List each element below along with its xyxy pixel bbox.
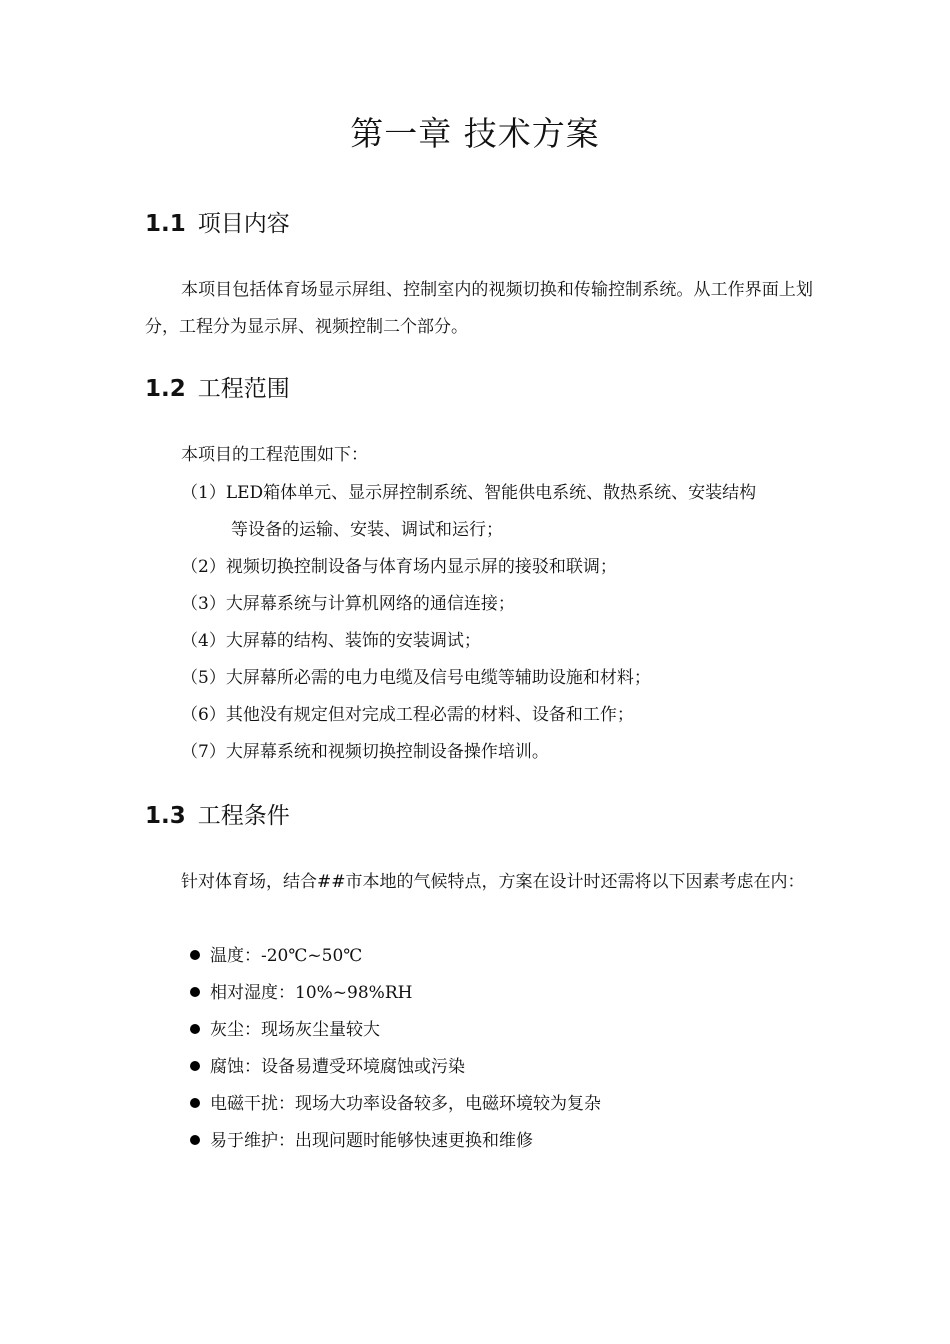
scope-list-item [181, 660, 816, 697]
section-heading-1-2 [145, 370, 290, 403]
bullet-item [190, 1049, 465, 1086]
list-item-text: 大屏幕所必需的电力电缆及信号电缆等辅助设施和材料； [225, 668, 651, 688]
bullet-text: 腐蚀：设备易遭受环境腐蚀或污染 [210, 1057, 465, 1077]
bullet-dot-icon [190, 1135, 200, 1145]
bullet-text: 易于维护：出现问题时能够快速更换和维修 [210, 1131, 533, 1151]
section-title: 工程范围 [197, 376, 290, 402]
section-heading-1-3 [145, 797, 290, 830]
bullet-dot-icon [190, 987, 200, 997]
bullet-item [190, 1086, 601, 1123]
section-1-2-intro: 本项目的工程范围如下： [181, 445, 368, 465]
list-item-text: 大屏幕系统和视频切换控制设备操作培训。 [225, 742, 549, 762]
bullet-item [190, 1123, 533, 1160]
chapter-title: 第一章 技术方案 [350, 114, 600, 153]
list-item-label: （7） [181, 742, 226, 762]
section-1-1-paragraph: 本项目包括体育场显示屏组、控制室内的视频切换和传输控制系统。从工作界面上划分，工程分为显示屏、视频控制二个部分。 [145, 280, 813, 337]
bullet-dot-icon [190, 950, 200, 960]
list-item-text: 大屏幕的结构、装饰的安装调试； [225, 631, 481, 651]
section-1-3-paragraph: 针对体育场，结合##市本地的气候特点，方案在设计时还需将以下因素考虑在内： [181, 872, 805, 892]
list-item-text: 大屏幕系统与计算机网络的通信连接； [225, 594, 515, 614]
bullet-dot-icon [190, 1024, 200, 1034]
list-item-label: （3） [181, 594, 226, 614]
section-number: 1.3 [145, 803, 186, 829]
bullet-item [190, 1012, 380, 1049]
list-item-continuation: 等设备的运输、安装、调试和运行； [231, 520, 503, 540]
scope-list-item [181, 475, 816, 549]
section-number: 1.2 [145, 376, 186, 402]
section-title: 工程条件 [197, 803, 290, 829]
list-item-label: （4） [181, 631, 226, 651]
list-item-label: （6） [181, 705, 226, 725]
bullet-text: 电磁干扰：现场大功率设备较多，电磁环境较为复杂 [210, 1094, 601, 1114]
list-item-text: 视频切换控制设备与体育场内显示屏的接驳和联调； [225, 557, 617, 577]
bullet-text: 相对湿度：10%~98%RH [210, 983, 413, 1003]
bullet-text: 温度：-20℃~50℃ [210, 946, 363, 966]
scope-list-item [181, 734, 816, 771]
bullet-dot-icon [190, 1061, 200, 1071]
list-item-label: （1） [181, 483, 226, 503]
list-item-label: （5） [181, 668, 226, 688]
scope-list-item [181, 623, 816, 660]
section-number: 1.1 [145, 211, 186, 237]
list-item-text: 其他没有规定但对完成工程必需的材料、设备和工作； [225, 705, 634, 725]
section-heading-1-1 [145, 205, 290, 238]
bullet-item [190, 975, 412, 1012]
list-item-text: LED箱体单元、显示屏控制系统、智能供电系统、散热系统、安装结构 [225, 483, 757, 503]
scope-list-item [181, 697, 816, 734]
bullet-text: 灰尘：现场灰尘量较大 [210, 1020, 380, 1040]
scope-list-item [181, 586, 816, 623]
bullet-dot-icon [190, 1098, 200, 1108]
scope-list-item [181, 549, 816, 586]
section-title: 项目内容 [197, 211, 290, 237]
list-item-label: （2） [181, 557, 226, 577]
bullet-item [190, 938, 362, 975]
